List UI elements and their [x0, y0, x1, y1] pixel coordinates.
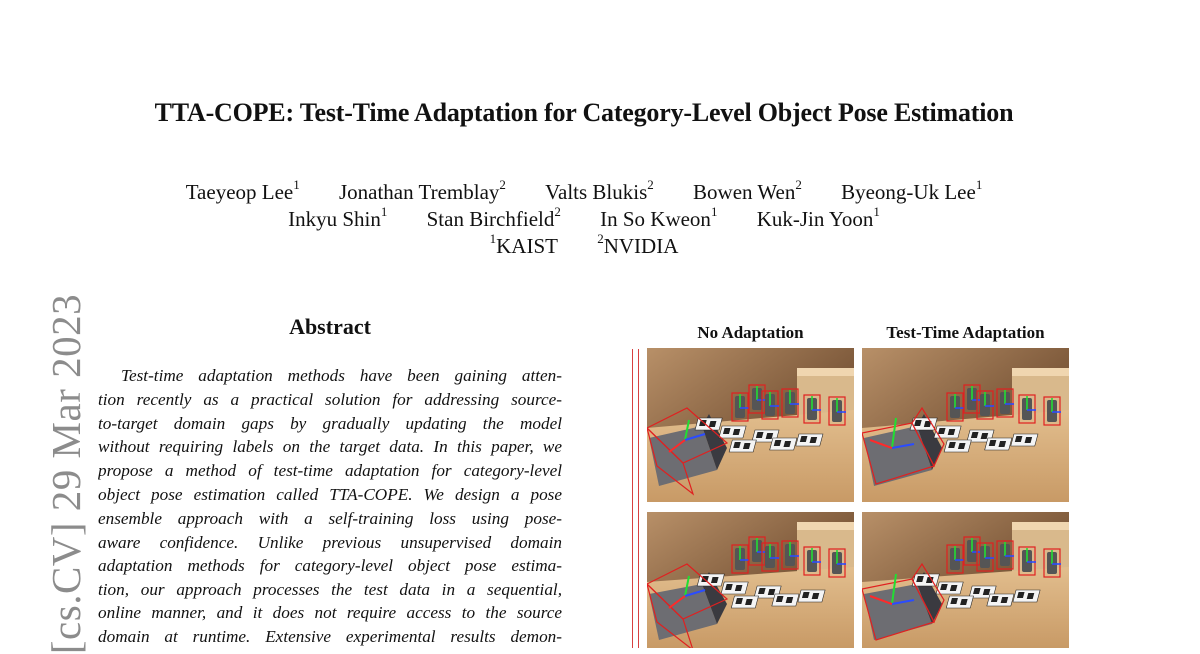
figure-panel-top-left: [647, 348, 854, 502]
figure-panel-bottom-left: [647, 512, 854, 648]
abstract-line: tion recently as a practical solution for addressing source-: [98, 390, 562, 409]
author: Bowen Wen$^2$: [693, 177, 802, 204]
abstract-line: object pose estimation called TTA-COPE. We design a pose: [98, 485, 562, 504]
abstract-line: tion, our approach processes the test data in a sequential,: [98, 580, 562, 599]
figure-panel-bottom-right: [862, 512, 1069, 648]
authors-line-1: [0, 179, 1168, 205]
affiliation: $^1$KAIST: [489, 231, 558, 258]
abstract-line: ensemble approach with a self-training loss using pose-: [98, 509, 562, 528]
abstract-line: without requiring labels on the target data. In this paper, we: [98, 437, 562, 456]
author: In So Kweon$^1$: [600, 204, 718, 231]
figure-col-label-tta: Test-Time Adaptation: [886, 323, 1045, 342]
abstract-line: online manner, and it does not require access to the source: [98, 603, 562, 622]
abstract-line: propose a method of test-time adaptation for category-level: [98, 461, 562, 480]
abstract-line: domain at runtime. Extensive experimental results demon-: [98, 627, 562, 646]
figure-margin-rule: [632, 349, 633, 648]
paper-title: TTA-COPE: Test-Time Adaptation for Category-Level Object Pose Estimation: [154, 98, 1014, 127]
affiliations: [0, 233, 1168, 259]
author: Kuk-Jin Yoon$^1$: [756, 204, 880, 231]
author: Jonathan Tremblay$^2$: [338, 177, 506, 204]
figure-col-label-no-adaptation: No Adaptation: [697, 323, 804, 342]
abstract-line: to-target domain gaps by gradually updating the model: [98, 414, 562, 433]
figure-panel-top-right: [862, 348, 1069, 502]
affiliation: $^2$NVIDIA: [597, 231, 679, 258]
author: Valts Blukis$^2$: [545, 177, 654, 204]
author: Inkyu Shin$^1$: [288, 204, 388, 231]
figure-margin-rule: [638, 349, 639, 648]
abstract-line: aware confidence. Unlike previous unsupervised domain: [98, 533, 562, 552]
author: Taeyeop Lee$^1$: [185, 177, 300, 204]
abstract-line: Test-time adaptation methods have been gaining atten-: [121, 366, 562, 385]
author: Stan Birchfield$^2$: [426, 204, 561, 231]
arxiv-stamp: [cs.CV] 29 Mar 2023: [43, 293, 89, 654]
author: Byeong-Uk Lee$^1$: [841, 177, 983, 204]
abstract-line: adaptation methods for category-level object pose estima-: [98, 556, 562, 575]
authors-line-2: [0, 206, 1168, 232]
abstract-heading: Abstract: [289, 314, 371, 339]
